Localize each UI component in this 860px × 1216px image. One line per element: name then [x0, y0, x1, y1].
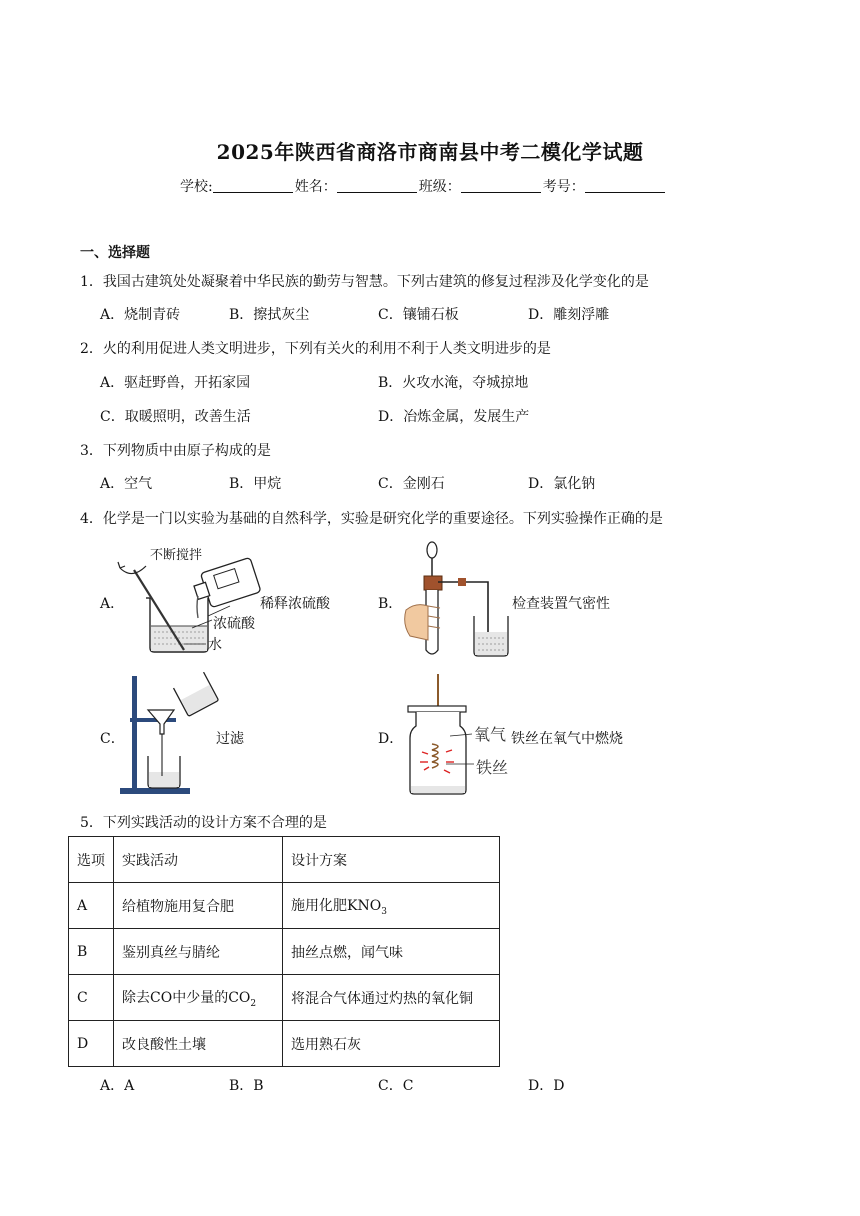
question-4-stem: 4．化学是一门以实验为基础的自然科学，实验是研究化学的重要途径。下列实验操作正确的是 [80, 511, 663, 527]
name-blank[interactable] [337, 178, 417, 193]
q5-option-b[interactable]: B．B [229, 1078, 264, 1094]
formula-co2: CO [228, 989, 251, 1006]
plan-text: 施用化肥 [291, 897, 347, 914]
q4-option-a[interactable]: A． [100, 596, 125, 612]
table-cell: 改良酸性土壤 [114, 1021, 283, 1067]
school-blank[interactable] [213, 178, 293, 193]
oxygen-label: 氧气 [474, 725, 507, 744]
header-cell: 实践活动 [114, 837, 283, 883]
table-cell: 将混合气体通过灼热的氧化铜 [283, 975, 500, 1021]
q4-option-b[interactable]: B． [378, 596, 403, 612]
table-header-row [69, 837, 500, 883]
table-cell: 抽丝点燃，闻气味 [283, 929, 500, 975]
student-info-line [180, 176, 667, 196]
table-cell: 鉴别真丝与腈纶 [114, 929, 283, 975]
table-cell [283, 883, 500, 929]
name-label: 姓名： [294, 179, 337, 195]
q5-option-d[interactable]: D．D [528, 1078, 565, 1094]
question-5-stem: 5．下列实践活动的设计方案不合理的是 [80, 815, 327, 831]
q1-option-c[interactable]: C．镶铺石板 [378, 307, 459, 323]
airtightness-diagram [400, 540, 520, 660]
exam-no-label: 考号： [542, 179, 585, 195]
q3-option-a[interactable]: A．空气 [100, 476, 153, 492]
question-1-stem: 1．我国古建筑处处凝聚着中华民族的勤劳与智慧。下列古建筑的修复过程涉及化学变化的是 [80, 274, 649, 290]
q2-option-b[interactable]: B．火攻水淹，夺城掠地 [378, 375, 529, 391]
option-a-caption: 稀释浓硫酸 [260, 596, 330, 612]
q2-option-c[interactable]: C．取暖照明，改善生活 [100, 409, 251, 425]
q1-option-a[interactable]: A．烧制青砖 [100, 307, 181, 323]
option-d-caption: 铁丝在氧气中燃烧 [511, 731, 623, 747]
q2-option-a[interactable]: A．驱赶野兽，开拓家园 [100, 375, 251, 391]
table-cell: 给植物施用复合肥 [114, 883, 283, 929]
table-cell: 选用熟石灰 [283, 1021, 500, 1067]
acid-label: 浓硫酸 [213, 616, 255, 632]
class-label: 班级： [418, 179, 461, 195]
table-row [69, 975, 500, 1021]
option-b-caption: 检查装置气密性 [512, 596, 610, 612]
q1-option-d[interactable]: D．雕刻浮雕 [528, 307, 610, 323]
class-blank[interactable] [461, 178, 541, 193]
q3-option-d[interactable]: D．氯化钠 [528, 476, 596, 492]
q4-option-d[interactable]: D． [378, 731, 404, 747]
formula-kno3: KNO [347, 897, 382, 914]
exam-no-blank[interactable] [585, 178, 665, 193]
q5-option-a[interactable]: A．A [100, 1078, 135, 1094]
water-label: 水 [208, 637, 222, 653]
q3-option-c[interactable]: C．金刚石 [378, 476, 445, 492]
page-title: 2025年陕西省商洛市商南县中考二模化学试题 [216, 140, 644, 164]
q2-option-d[interactable]: D．冶炼金属，发展生产 [378, 409, 530, 425]
table-cell: A [69, 883, 114, 929]
option-c-caption: 过滤 [216, 731, 244, 747]
header-cell: 选项 [69, 837, 114, 883]
header-cell: 设计方案 [283, 837, 500, 883]
table-cell [114, 975, 283, 1021]
filtration-diagram [116, 672, 224, 798]
school-label: 学校: [180, 179, 213, 195]
table-cell: B [69, 929, 114, 975]
table-row [69, 883, 500, 929]
formula-subscript: 2 [250, 998, 257, 1009]
q3-option-b[interactable]: B．甲烷 [229, 476, 282, 492]
table-row [69, 929, 500, 975]
table-cell: C [69, 975, 114, 1021]
question-3-stem: 3．下列物质中由原子构成的是 [80, 443, 271, 459]
activity-text: 除去CO中少量的 [122, 989, 229, 1006]
q4-option-c[interactable]: C． [100, 731, 125, 747]
table-row [69, 1021, 500, 1067]
practice-table [68, 836, 500, 1067]
formula-subscript: 3 [381, 906, 387, 917]
q1-option-b[interactable]: B．擦拭灰尘 [229, 307, 310, 323]
section-heading: 一、选择题 [80, 245, 150, 261]
q5-option-c[interactable]: C．C [378, 1078, 414, 1094]
iron-wire-label: 铁丝 [476, 758, 509, 777]
question-2-stem: 2．火的利用促进人类文明进步，下列有关火的利用不利于人类文明进步的是 [80, 341, 551, 357]
stir-label: 不断搅拌 [150, 548, 203, 563]
table-cell: D [69, 1021, 114, 1067]
